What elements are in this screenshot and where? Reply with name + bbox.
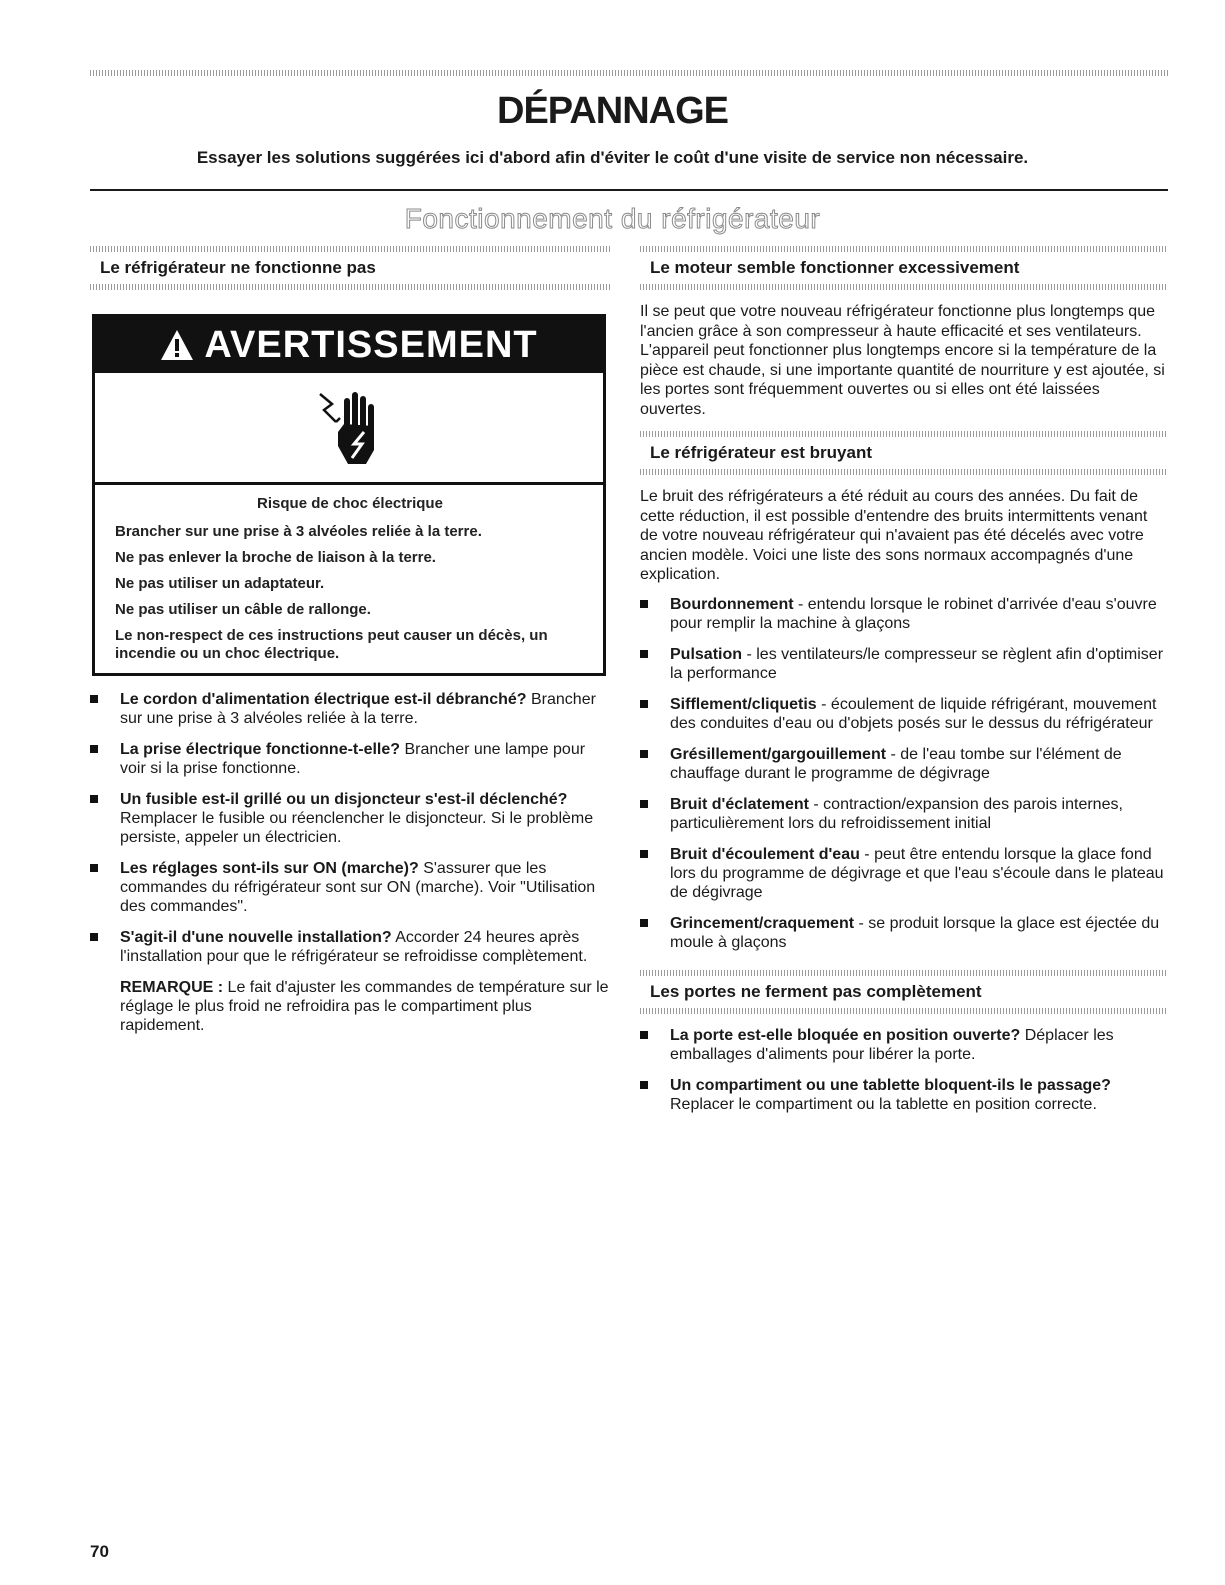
- list-item: La prise électrique fonctionne-t-elle? Brancher une lampe pour voir si la prise fonctionne.: [90, 740, 610, 778]
- warning-header-text: AVERTISSEMENT: [204, 323, 538, 366]
- bullet-icon: [90, 695, 98, 703]
- subsection-heading-not-running: [90, 240, 610, 294]
- bullet-icon: [640, 750, 648, 758]
- bullet-icon: [90, 864, 98, 872]
- subsection-heading-doors: [640, 964, 1168, 1018]
- bullet-icon: [640, 1081, 648, 1089]
- header-rule: [90, 189, 1168, 191]
- warning-risk: Risque de choc électrique: [257, 495, 443, 512]
- warning-icon-row: [95, 373, 603, 485]
- bullet-icon: [640, 700, 648, 708]
- page-number: 70: [90, 1542, 109, 1561]
- bullet-icon: [640, 1031, 648, 1039]
- page-title: DÉPANNAGE: [497, 90, 728, 132]
- left-column: [90, 240, 610, 1035]
- list-item: Bourdonnement - entendu lorsque le robinet d'arrivée d'eau s'ouvre pour remplir la machine à glaçons: [640, 595, 1168, 633]
- bullet-icon: [90, 795, 98, 803]
- subsection-heading-motor: [640, 240, 1168, 294]
- warning-line: Ne pas utiliser un câble de rallonge.: [115, 601, 371, 618]
- warning-line: Ne pas utiliser un adaptateur.: [115, 575, 325, 592]
- list-item: Le cordon d'alimentation électrique est-il débranché? Brancher sur une prise à 3 alvéoles reliée à la terre.: [90, 690, 610, 728]
- warning-header: [95, 317, 603, 373]
- right-column: [640, 240, 1168, 1126]
- motor-paragraph: Il se peut que votre nouveau réfrigérateur fonctionne plus longtemps que l'ancien grâce à son compresseur à haute efficacité et ses ventilateurs. L'appareil peut fonctionner plus longtemps encore si la température de la pièce est chaude, si une importante quantité de nourriture y est ajoutée, si les portes sont fréquemment ouvertes ou si elles ont été laissées ouvertes.: [640, 303, 1165, 418]
- warning-box: [92, 314, 606, 676]
- subsection-heading-text: Les portes ne ferment pas complètement: [650, 981, 982, 1001]
- page-subtitle: Essayer les solutions suggérées ici d'abord afin d'éviter le coût d'une visite de service non nécessaire.: [196, 148, 1029, 167]
- bullet-icon: [640, 650, 648, 658]
- list-item: Grésillement/gargouillement - de l'eau tombe sur l'élément de chauffage durant le programme de dégivrage: [640, 745, 1168, 783]
- warning-triangle-icon: [160, 329, 194, 361]
- list-item: Un fusible est-il grillé ou un disjoncteur s'est-il déclenché? Remplacer le fusible ou réenclencher le disjoncteur. Si le problème persiste, appeler un électricien.: [90, 790, 610, 847]
- list-item: La porte est-elle bloquée en position ouverte? Déplacer les emballages d'aliments pour libérer la porte.: [640, 1026, 1168, 1064]
- subsection-heading-noisy: [640, 425, 1168, 479]
- bullet-icon: [640, 600, 648, 608]
- list-item: Un compartiment ou une tablette bloquent-ils le passage? Replacer le compartiment ou la tablette en position correcte.: [640, 1076, 1168, 1114]
- list-item: S'agit-il d'une nouvelle installation? Accorder 24 heures après l'installation pour que le réfrigérateur se refroidisse complètement.: [90, 928, 610, 966]
- doors-list: [640, 1026, 1168, 1114]
- subsection-heading-text: Le réfrigérateur est bruyant: [650, 443, 873, 462]
- not-running-checklist: [90, 690, 610, 966]
- bullet-icon: [640, 919, 648, 927]
- list-item: Grincement/craquement - se produit lorsque la glace est éjectée du moule à glaçons: [640, 914, 1168, 952]
- noisy-paragraph: Le bruit des réfrigérateurs a été réduit au cours des années. Du fait de cette réduction, il est possible d'entendre des bruits intermittents venant de votre nouveau réfrigérateur qui n'avaient pas été décelés avec votre ancien modèle. Voici une liste des sons normaux accompagnés d'une explication.: [640, 488, 1148, 583]
- list-item: Sifflement/cliquetis - écoulement de liquide réfrigérant, mouvement des conduites d'eau ou d'objets posés sur le dessus du réfrigérateur: [640, 695, 1168, 733]
- list-item: Bruit d'éclatement - contraction/expansion des parois internes, particulièrement lors du refroidissement initial: [640, 795, 1168, 833]
- list-item: Bruit d'écoulement d'eau - peut être entendu lorsque la glace fond lors du programme de dégivrage et que l'eau s'écoule dans le plateau de dégivrage: [640, 845, 1168, 902]
- top-hatch-divider: [90, 70, 1168, 76]
- warning-body: [95, 485, 603, 673]
- electric-shock-hand-icon: [314, 388, 384, 468]
- subsection-heading-text: Le moteur semble fonctionner excessivement: [650, 258, 1020, 277]
- note-paragraph: REMARQUE : Le fait d'ajuster les commandes de température sur le réglage le plus froid ne refroidira pas le compartiment plus rapidement.: [120, 979, 609, 1034]
- list-item: Pulsation - les ventilateurs/le compresseur se règlent afin d'optimiser la performance: [640, 645, 1168, 683]
- bullet-icon: [90, 933, 98, 941]
- list-item: Les réglages sont-ils sur ON (marche)? S'assurer que les commandes du réfrigérateur sont sur ON (marche). Voir "Utilisation des commandes".: [90, 859, 610, 916]
- section-title: Fonctionnement du réfrigérateur: [404, 203, 821, 234]
- noise-list: [640, 595, 1168, 952]
- bullet-icon: [90, 745, 98, 753]
- bullet-icon: [640, 850, 648, 858]
- warning-line: Brancher sur une prise à 3 alvéoles reliée à la terre.: [115, 523, 482, 540]
- warning-line: Le non-respect de ces instructions peut causer un décès, un incendie ou un choc électrique.: [115, 627, 548, 662]
- warning-line: Ne pas enlever la broche de liaison à la terre.: [115, 549, 436, 566]
- bullet-icon: [640, 800, 648, 808]
- subsection-heading-text: Le réfrigérateur ne fonctionne pas: [100, 258, 376, 277]
